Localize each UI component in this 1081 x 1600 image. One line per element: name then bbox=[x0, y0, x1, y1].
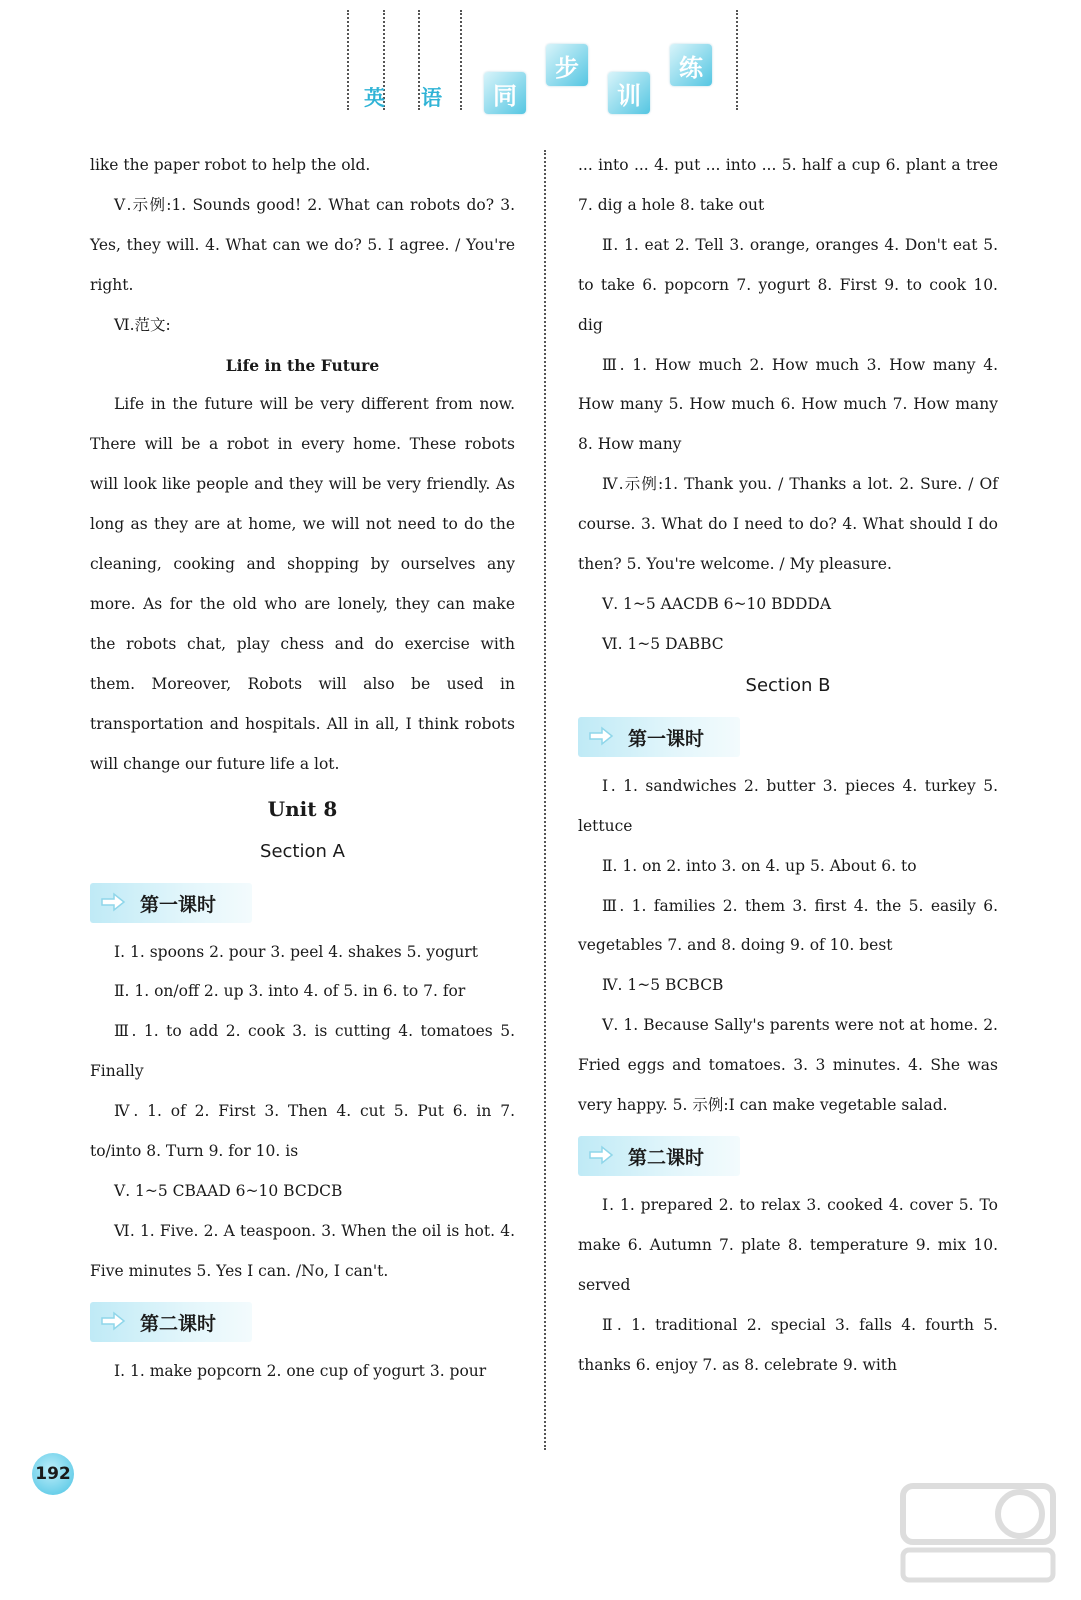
header-divider bbox=[736, 10, 738, 110]
lesson-banner bbox=[90, 1302, 252, 1342]
unit-heading: Unit 8 bbox=[267, 796, 338, 821]
answer-paragraph: Ⅳ. 1. of 2. First 3. Then 4. cut 5. Put 6. in 7. to/into 8. Turn 9. for 10. is bbox=[90, 1102, 515, 1161]
subject-char: 英 bbox=[364, 86, 385, 110]
right-column bbox=[578, 146, 998, 1385]
answer-paragraph: Ⅵ. 1~5 DABBC bbox=[602, 634, 724, 653]
lesson-banner bbox=[578, 1136, 740, 1176]
watermark-logo bbox=[895, 1478, 1060, 1588]
answer-paragraph: Ⅱ. 1. traditional 2. special 3. falls 4. fourth 5. thanks 6. enjoy 7. as 8. celebrate 9. with bbox=[578, 1315, 998, 1374]
arrow-icon bbox=[100, 891, 126, 913]
answer-paragraph: Ⅱ. 1. on 2. into 3. on 4. up 5. About 6. to bbox=[602, 856, 917, 875]
header-divider bbox=[460, 10, 462, 110]
left-column bbox=[90, 146, 515, 1392]
answer-paragraph: Ⅰ. 1. sandwiches 2. butter 3. pieces 4. turkey 5. lettuce bbox=[578, 776, 998, 835]
subject-char: 语 bbox=[421, 86, 442, 110]
answer-paragraph: Ⅴ. 1. Because Sally's parents were not at home. 2. Fried eggs and tomatoes. 3. 3 minutes. 4. She was very happy. 5. 示例:I can make vegetable salad. bbox=[578, 1016, 998, 1115]
answer-paragraph: Ⅴ. 1~5 AACDB 6~10 BDDDA bbox=[602, 594, 832, 613]
section-heading: Section A bbox=[260, 840, 345, 862]
page-header bbox=[0, 0, 1081, 125]
answer-paragraph: like the paper robot to help the old. bbox=[90, 156, 371, 174]
lesson-label: 第一课时 bbox=[628, 727, 705, 750]
column-divider bbox=[544, 150, 546, 1450]
section-heading: Section B bbox=[745, 674, 831, 696]
answer-paragraph: Ⅲ. 1. to add 2. cook 3. is cutting 4. tomatoes 5. Finally bbox=[90, 1022, 515, 1081]
answer-paragraph: Ⅰ. 1. make popcorn 2. one cup of yogurt 3. pour bbox=[114, 1361, 487, 1380]
answer-paragraph: Ⅲ. 1. families 2. them 3. first 4. the 5. easily 6. vegetables 7. and 8. doing 9. of 10. best bbox=[578, 896, 998, 955]
answer-paragraph: ... into ... 4. put ... into ... 5. half a cup 6. plant a tree 7. dig a hole 8. take out bbox=[578, 156, 998, 214]
arrow-icon bbox=[588, 725, 614, 747]
header-divider bbox=[347, 10, 349, 110]
answer-paragraph: Ⅲ. 1. How much 2. How much 3. How many 4. How many 5. How much 6. How much 7. How many 8. How many bbox=[578, 355, 998, 454]
lesson-label: 第二课时 bbox=[140, 1312, 217, 1335]
answer-paragraph: Ⅵ. 1. Five. 2. A teaspoon. 3. When the oil is hot. 4. Five minutes 5. Yes I can. /No, I can't. bbox=[90, 1221, 515, 1280]
answer-paragraph: Ⅳ. 1~5 BCBCB bbox=[602, 976, 724, 995]
lesson-banner bbox=[90, 883, 252, 923]
answer-paragraph: Ⅰ. 1. spoons 2. pour 3. peel 4. shakes 5. yogurt bbox=[114, 942, 478, 961]
series-tile: 练 bbox=[670, 44, 712, 86]
essay-text: Life in the future will be very different from now. There will be a robot in every home. These robots will look like people and they will be very friendly. As long as they are at home, we will not need to do the cleaning, cooking and shopping by ourselves any more. As for the old who are lonely, they can make the robots chat, play chess and do exercise with them. Moreover, Robots will also be used in transportation and hospitals. All in all, I think robots will change our future life a lot. bbox=[90, 395, 515, 773]
series-tile: 训 bbox=[608, 72, 650, 114]
series-tile: 同 bbox=[484, 72, 526, 114]
answer-paragraph: Ⅵ.范文: bbox=[114, 315, 171, 334]
answer-paragraph: Ⅰ. 1. prepared 2. to relax 3. cooked 4. cover 5. To make 6. Autumn 7. plate 8. temperature 9. mix 10. served bbox=[578, 1195, 998, 1294]
answer-paragraph: Ⅴ. 1~5 CBAAD 6~10 BCDCB bbox=[114, 1181, 343, 1200]
lesson-banner bbox=[578, 717, 740, 757]
answer-paragraph: Ⅱ. 1. on/off 2. up 3. into 4. of 5. in 6. to 7. for bbox=[114, 982, 466, 1001]
answer-paragraph: Ⅱ. 1. eat 2. Tell 3. orange, oranges 4. Don't eat 5. to take 6. popcorn 7. yogurt 8. First 9. to cook 10. dig bbox=[578, 235, 998, 334]
page-number: 192 bbox=[32, 1453, 74, 1495]
arrow-icon bbox=[100, 1310, 126, 1332]
answer-paragraph: Ⅴ.示例:1. Sounds good! 2. What can robots do? 3. Yes, they will. 4. What can we do? 5. I agree. / You're right. bbox=[90, 195, 515, 294]
essay-title: Life in the Future bbox=[225, 355, 380, 375]
series-tile: 步 bbox=[546, 44, 588, 86]
arrow-icon bbox=[588, 1144, 614, 1166]
answer-paragraph: Ⅳ.示例:1. Thank you. / Thanks a lot. 2. Sure. / Of course. 3. What do I need to do? 4. What should I do then? 5. You're welcome. / My pleasure. bbox=[578, 475, 998, 574]
header-divider bbox=[418, 10, 420, 110]
lesson-label: 第一课时 bbox=[140, 893, 217, 916]
lesson-label: 第二课时 bbox=[628, 1146, 705, 1169]
